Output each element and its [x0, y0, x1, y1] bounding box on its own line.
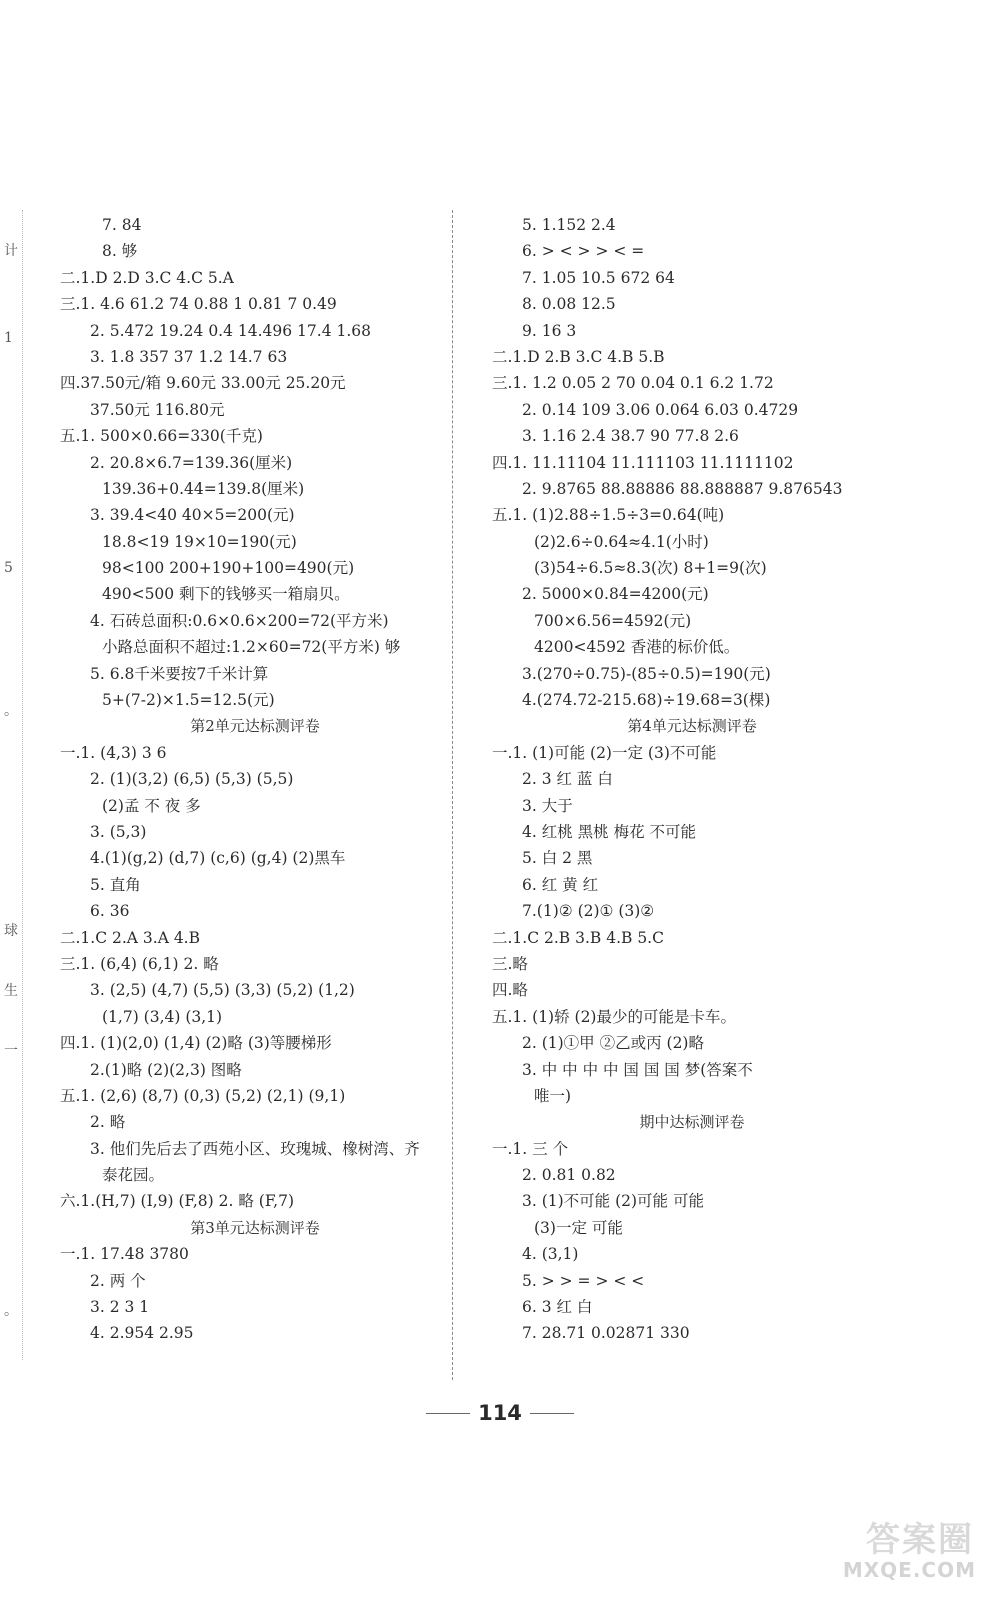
answer-line: 490<500 剩下的钱够买一箱扇贝。 [102, 585, 350, 604]
answer-line: 二.1.D 2.D 3.C 4.C 5.A [60, 268, 234, 287]
answer-line: 3. 大于 [522, 796, 573, 815]
answer-line: 7.(1)② (2)① (3)② [522, 902, 655, 921]
page-number: 114 [478, 1401, 522, 1425]
answer-line: 泰花园。 [102, 1166, 165, 1185]
answer-line: 6. 3 红 白 [522, 1298, 593, 1317]
answer-line: 五.1. (1)轿 (2)最少的可能是卡车。 [492, 1007, 736, 1026]
answer-line: 2. 5.472 19.24 0.4 14.496 17.4 1.68 [90, 321, 372, 340]
answer-line: 4. 2.954 2.95 [90, 1324, 194, 1343]
answer-line: 三.1. 4.6 61.2 74 0.88 1 0.81 7 0.49 [60, 295, 337, 314]
section-heading: 第2单元达标测评卷 [190, 717, 320, 736]
margin-edge-line [22, 210, 23, 1360]
answer-line: 三.1. (6,4) (6,1) 2. 略 [60, 954, 219, 973]
answer-line: 4. (3,1) [522, 1245, 579, 1264]
watermark-logo [812, 1510, 982, 1586]
answer-line: 3. 39.4<40 40×5=200(元) [90, 506, 295, 525]
answer-line: 7. 28.71 0.02871 330 [522, 1324, 690, 1343]
answer-line: 五.1. 500×0.66=330(千克) [60, 427, 263, 446]
margin-fragment: 生 [4, 983, 18, 999]
answer-line: 3.(270÷0.75)-(85÷0.5)=190(元) [522, 664, 771, 683]
left-margin-fragments [0, 210, 30, 1360]
answer-line: 4. 红桃 黑桃 梅花 不可能 [522, 822, 696, 841]
answer-line: 700×6.56=4592(元) [534, 611, 692, 630]
margin-fragment: 。 [4, 703, 18, 719]
answer-line: 7. 84 [102, 216, 142, 234]
answer-line: 2. 0.14 109 3.06 0.064 6.03 0.4729 [522, 400, 799, 419]
answer-line: 四.37.50元/箱 9.60元 33.00元 25.20元 [60, 374, 346, 393]
answer-line: 3. (2,5) (4,7) (5,5) (3,3) (5,2) (1,2) [90, 981, 355, 1000]
answer-line: 6. 36 [90, 902, 130, 921]
answer-line: 一.1. 三 个 [492, 1139, 569, 1158]
answer-column-right [492, 212, 892, 1347]
margin-fragment: 球 [4, 923, 18, 939]
answer-line: 4.(1)(g,2) (d,7) (c,6) (g,4) (2)黑车 [90, 849, 346, 868]
answer-line: 7. 1.05 10.5 672 64 [522, 268, 675, 287]
answer-line: 5+(7-2)×1.5=12.5(元) [102, 691, 275, 710]
answer-line: 一.1. 17.48 3780 [60, 1245, 189, 1264]
section-heading: 第4单元达标测评卷 [627, 717, 757, 736]
answer-line: 2. 0.81 0.82 [522, 1166, 616, 1185]
answer-line: (3)一定 可能 [534, 1218, 623, 1237]
footer-rule-left [426, 1413, 470, 1414]
margin-fragment: 5 [4, 560, 13, 576]
answer-line: 5. 1.152 2.4 [522, 216, 616, 234]
answer-line: 5. 直角 [90, 875, 141, 894]
answer-line: 2. 20.8×6.7=139.36(厘米) [90, 453, 293, 472]
margin-fragment: 一 [4, 1043, 18, 1059]
answer-line: 4.(274.72-215.68)÷19.68=3(棵) [522, 691, 771, 710]
margin-fragment: 计 [4, 243, 18, 259]
answer-line: 五.1. (2,6) (8,7) (0,3) (5,2) (2,1) (9,1) [60, 1086, 346, 1105]
answer-line: 2. 5000×0.84=4200(元) [522, 585, 709, 604]
column-divider [452, 210, 453, 1380]
answer-line: 六.1.(H,7) (I,9) (F,8) 2. 略 (F,7) [60, 1192, 294, 1211]
answer-line: 5. > > = > < < [522, 1271, 645, 1290]
answer-line: 二.1.C 2.A 3.A 4.B [60, 928, 200, 947]
answer-line: 3. 他们先后去了西苑小区、玫瑰城、橡树湾、齐 [90, 1139, 420, 1158]
answer-line: 3. 中 中 中 中 国 国 国 梦(答案不 [522, 1060, 753, 1079]
answer-line: 五.1. (1)2.88÷1.5÷3=0.64(吨) [492, 506, 725, 525]
answer-line: 98<100 200+190+100=490(元) [102, 559, 355, 578]
answer-line: 四.1. 11.11104 11.111103 11.1111102 [492, 453, 794, 472]
answer-line: 18.8<19 19×10=190(元) [102, 532, 297, 551]
footer-rule-right [530, 1413, 574, 1414]
answer-line: 6. > < > > < = [522, 242, 645, 261]
answer-line: (3)54÷6.5≈8.3(次) 8+1=9(次) [534, 559, 767, 578]
answer-line: (2)2.6÷0.64≈4.1(小时) [534, 532, 709, 551]
watermark-title: 答案圈 [866, 1520, 974, 1560]
answer-column-left [60, 212, 450, 1347]
answer-line: 四.略 [492, 981, 528, 1000]
answer-line: 2.(1)略 (2)(2,3) 图略 [90, 1060, 242, 1079]
answer-line: 2. (1)①甲 ②乙或丙 (2)略 [522, 1034, 704, 1053]
answer-line: 5. 6.8千米要按7千米计算 [90, 664, 269, 683]
answer-line: 2. 两 个 [90, 1271, 146, 1290]
answer-line: 2. 3 红 蓝 白 [522, 770, 613, 789]
answer-line: 3. 2 3 1 [90, 1298, 150, 1317]
answer-line: 3. (1)不可能 (2)可能 可能 [522, 1192, 704, 1211]
answer-line: 2. 略 [90, 1113, 126, 1132]
margin-fragment: 。 [4, 1303, 18, 1319]
section-heading: 期中达标测评卷 [639, 1113, 745, 1132]
answer-line: 一.1. (1)可能 (2)一定 (3)不可能 [492, 743, 717, 762]
page-footer [0, 1398, 1000, 1428]
answer-line: 二.1.C 2.B 3.B 4.B 5.C [492, 928, 664, 947]
answer-line: 唯一) [534, 1086, 572, 1105]
answer-line: 5. 白 2 黑 [522, 849, 593, 868]
answer-line: 二.1.D 2.B 3.C 4.B 5.B [492, 347, 665, 366]
answer-line: 8. 够 [102, 242, 138, 261]
answer-line: 4200<4592 香港的标价低。 [534, 638, 740, 657]
answer-line: 三.1. 1.2 0.05 2 70 0.04 0.1 6.2 1.72 [492, 374, 774, 393]
answer-line: 37.50元 116.80元 [90, 400, 225, 419]
answer-line: 一.1. (4,3) 3 6 [60, 743, 167, 762]
margin-fragment: 1 [4, 330, 13, 346]
answer-line: 6. 红 黄 红 [522, 875, 599, 894]
watermark-url: MXQE.COM [842, 1558, 976, 1582]
answer-line: 四.1. (1)(2,0) (1,4) (2)略 (3)等腰梯形 [60, 1034, 332, 1053]
answer-line: 4. 石砖总面积:0.6×0.6×200=72(平方米) [90, 611, 389, 630]
section-heading: 第3单元达标测评卷 [190, 1218, 320, 1237]
answer-line: 139.36+0.44=139.8(厘米) [102, 479, 305, 498]
answer-line: 2. 9.8765 88.88886 88.888887 9.876543 [522, 479, 843, 498]
answer-line: 3. (5,3) [90, 822, 147, 841]
answer-line: 小路总面积不超过:1.2×60=72(平方米) 够 [102, 638, 401, 657]
answer-line: 8. 0.08 12.5 [522, 295, 616, 314]
answer-line: 3. 1.8 357 37 1.2 14.7 63 [90, 347, 288, 366]
answer-line: (1,7) (3,4) (3,1) [102, 1007, 223, 1026]
answer-line: (2)孟 不 夜 多 [102, 796, 201, 815]
answer-line: 2. (1)(3,2) (6,5) (5,3) (5,5) [90, 770, 294, 789]
answer-line: 9. 16 3 [522, 321, 577, 340]
answer-line: 3. 1.16 2.4 38.7 90 77.8 2.6 [522, 427, 739, 446]
answer-line: 三.略 [492, 954, 528, 973]
